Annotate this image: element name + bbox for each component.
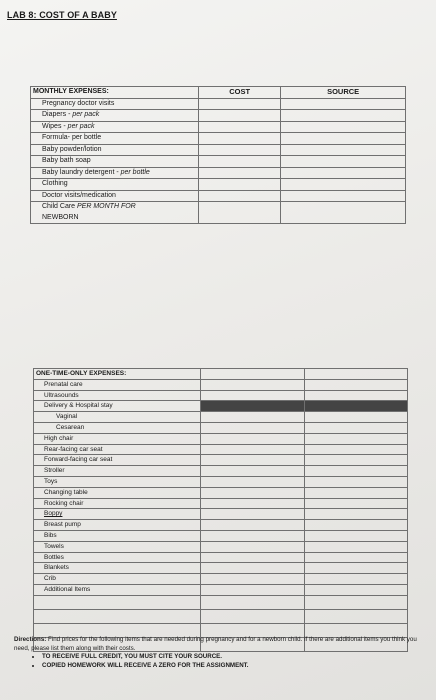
cost-cell[interactable] (201, 563, 305, 574)
source-cell[interactable] (304, 422, 408, 433)
expense-label: Rocking chair (34, 498, 201, 509)
cost-cell[interactable] (201, 379, 305, 390)
source-cell[interactable] (304, 379, 408, 390)
table-header-row (34, 369, 408, 380)
source-cell[interactable] (281, 167, 406, 179)
cost-cell[interactable] (199, 167, 281, 179)
cost-cell[interactable] (201, 530, 305, 541)
cost-cell[interactable] (201, 466, 305, 477)
page-title: LAB 8: COST OF A BABY (7, 10, 117, 20)
expense-label: Rear-facing car seat (34, 444, 201, 455)
cost-cell[interactable] (199, 110, 281, 122)
table-row (34, 609, 408, 623)
cost-column-header: COST (199, 87, 281, 99)
one-time-expenses-table (33, 368, 408, 652)
expense-label: Crib (34, 574, 201, 585)
directions-list (14, 653, 429, 670)
expense-label: Forward-facing car seat (34, 455, 201, 466)
expense-label: Bottles (34, 552, 201, 563)
table-row (31, 144, 406, 156)
table-row (34, 530, 408, 541)
expense-label: Additional Items (34, 584, 201, 595)
cost-cell[interactable] (199, 121, 281, 133)
cost-cell[interactable] (199, 144, 281, 156)
cost-cell[interactable] (199, 98, 281, 110)
source-cell[interactable] (304, 520, 408, 531)
cost-cell[interactable] (201, 595, 305, 609)
source-cell[interactable] (304, 609, 408, 623)
cost-cell[interactable] (201, 476, 305, 487)
table-row (34, 444, 408, 455)
source-cell[interactable] (304, 574, 408, 585)
expense-label: Ultrasounds (34, 390, 201, 401)
expense-label: Diapers - per pack (31, 110, 199, 122)
monthly-expenses-header: MONTHLY EXPENSES: (31, 87, 199, 99)
table-row (31, 179, 406, 191)
cost-cell[interactable] (199, 190, 281, 202)
table-row (34, 498, 408, 509)
cost-cell[interactable] (201, 369, 305, 380)
table-row (34, 390, 408, 401)
source-cell[interactable] (304, 563, 408, 574)
table-row (34, 595, 408, 609)
source-cell[interactable] (304, 541, 408, 552)
cost-cell[interactable] (201, 541, 305, 552)
expense-label: Baby laundry detergent - per bottle (31, 167, 199, 179)
cost-cell[interactable] (201, 574, 305, 585)
source-cell[interactable] (304, 455, 408, 466)
expense-label: Breast pump (34, 520, 201, 531)
cost-cell[interactable] (201, 520, 305, 531)
table-row (31, 156, 406, 168)
table-row (34, 379, 408, 390)
source-column-header: SOURCE (281, 87, 406, 99)
cost-cell[interactable] (201, 412, 305, 423)
expense-label: Formula- per bottle (31, 133, 199, 145)
monthly-expenses-table (30, 86, 406, 224)
cost-cell[interactable] (201, 498, 305, 509)
cost-cell[interactable] (201, 455, 305, 466)
cost-cell[interactable] (201, 433, 305, 444)
expense-label: Clothing (31, 179, 199, 191)
source-cell[interactable] (281, 179, 406, 191)
shaded-cell (304, 401, 408, 412)
cost-cell[interactable] (201, 422, 305, 433)
cost-cell[interactable] (201, 444, 305, 455)
cost-cell[interactable] (199, 156, 281, 168)
source-cell[interactable] (281, 190, 406, 202)
table-row (34, 541, 408, 552)
table-row (34, 433, 408, 444)
source-cell[interactable] (304, 412, 408, 423)
expense-label: Vaginal (34, 412, 201, 423)
cost-cell[interactable] (199, 179, 281, 191)
childcare-label: Child Care PER MONTH FOR NEWBORN (31, 202, 199, 224)
source-cell[interactable] (304, 530, 408, 541)
expense-label: Cesarean (34, 422, 201, 433)
blank-cell[interactable] (34, 609, 201, 623)
table-row (34, 412, 408, 423)
one-time-expenses-header: ONE-TIME-ONLY EXPENSES: (34, 369, 201, 380)
cost-cell[interactable] (199, 202, 281, 224)
expense-label: Bibs (34, 530, 201, 541)
source-cell[interactable] (281, 156, 406, 168)
source-cell[interactable] (304, 487, 408, 498)
table-row (34, 476, 408, 487)
list-item: • COPIED HOMEWORK WILL RECEIVE A ZERO FOR THE ASSIGNMENT. (42, 662, 429, 671)
table-row (34, 520, 408, 531)
expense-label: High chair (34, 433, 201, 444)
cost-cell[interactable] (201, 584, 305, 595)
source-cell[interactable] (304, 552, 408, 563)
source-cell[interactable] (304, 476, 408, 487)
source-cell[interactable] (304, 595, 408, 609)
cost-cell[interactable] (201, 487, 305, 498)
expense-label: Stroller (34, 466, 201, 477)
shaded-cell (201, 401, 305, 412)
table-row (34, 422, 408, 433)
source-cell[interactable] (281, 110, 406, 122)
cost-cell[interactable] (201, 509, 305, 520)
expense-label: Toys (34, 476, 201, 487)
directions-block (14, 636, 429, 670)
directions-text: Directions: Find prices for the following items that are needed during pregnancy and for a newborn child. If there are additional items you think you need, please list them along with their costs. (14, 636, 417, 652)
expense-label: Delivery & Hospital stay (34, 401, 201, 412)
source-cell[interactable] (304, 509, 408, 520)
cost-cell[interactable] (199, 133, 281, 145)
expense-label: Doctor visits/medication (31, 190, 199, 202)
table-row (34, 574, 408, 585)
source-cell[interactable] (281, 202, 406, 224)
source-cell[interactable] (304, 369, 408, 380)
expense-label: Pregnancy doctor visits (31, 98, 199, 110)
expense-label: Prenatal care (34, 379, 201, 390)
source-cell[interactable] (304, 433, 408, 444)
list-item: • TO RECEIVE FULL CREDIT, YOU MUST CITE YOUR SOURCE. (42, 653, 429, 662)
expense-label: Baby bath soap (31, 156, 199, 168)
cost-cell[interactable] (201, 390, 305, 401)
source-cell[interactable] (304, 466, 408, 477)
table-row (34, 455, 408, 466)
table-row (31, 190, 406, 202)
source-cell[interactable] (281, 98, 406, 110)
expense-label: Baby powder/lotion (31, 144, 199, 156)
table-row (34, 552, 408, 563)
table-row (34, 466, 408, 477)
source-cell[interactable] (304, 498, 408, 509)
expense-label: Blankets (34, 563, 201, 574)
cost-cell[interactable] (201, 609, 305, 623)
table-row (34, 563, 408, 574)
source-cell[interactable] (304, 444, 408, 455)
table-header-row (31, 87, 406, 99)
source-cell[interactable] (281, 144, 406, 156)
table-row (31, 98, 406, 110)
table-row (31, 133, 406, 145)
cost-cell[interactable] (201, 552, 305, 563)
expense-label: Wipes - per pack (31, 121, 199, 133)
blank-cell[interactable] (34, 595, 201, 609)
table-row (31, 121, 406, 133)
source-cell[interactable] (281, 121, 406, 133)
table-row (34, 584, 408, 595)
expense-label: Towels (34, 541, 201, 552)
table-row (31, 110, 406, 122)
expense-label: Boppy (34, 509, 201, 520)
source-cell[interactable] (304, 390, 408, 401)
table-row (31, 167, 406, 179)
source-cell[interactable] (304, 584, 408, 595)
table-row (34, 487, 408, 498)
table-row (34, 401, 408, 412)
table-row (31, 202, 406, 224)
source-cell[interactable] (281, 133, 406, 145)
expense-label: Changing table (34, 487, 201, 498)
table-row (34, 509, 408, 520)
